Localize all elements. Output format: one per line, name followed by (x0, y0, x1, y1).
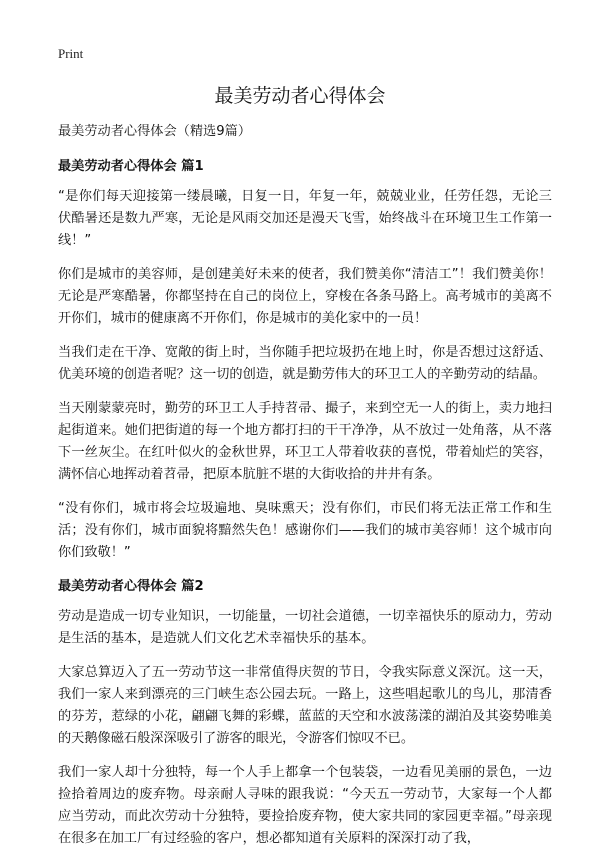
paragraph: 当我们走在干净、宽敞的街上时，当你随手把垃圾扔在地上时，你是否想过这舒适、优美环境的创造者呢？这一切的创造，就是勤劳伟大的环卫工人的辛勤劳动的结晶。 (58, 345, 552, 382)
paragraph: “没有你们，城市将会垃圾遍地、臭味熏天；没有你们，市民们将无法正常工作和生活；没有你们，城市面貌将黯然失色！感谢你们——我们的城市美容师！这个城市向你们致敬！” (58, 501, 552, 560)
print-link[interactable]: Print (58, 46, 84, 61)
section-2 (58, 576, 552, 850)
paragraph: “是你们每天迎接第一缕晨曦，日复一日，年复一年，兢兢业业，任劳任怨，无论三伏酷暑还是数九严寒，无论是风雨交加还是漫天飞雪，始终战斗在环境卫生工作第一线！” (58, 189, 552, 248)
paragraph: 当天刚蒙蒙亮时，勤劳的环卫工人手持苕帚、撮子，来到空无一人的街上，卖力地扫起街道来。她们把街道的每一个地方都打扫的干干净净，从不放过一处角落，从不落下一丝灰尘。在红叶似火的金秋世界，环卫工人带着收获的喜悦，带着灿烂的笑容，满怀信心地挥动着苕帚，把原本肮脏不堪的大街收拾的井井有条。 (58, 401, 552, 482)
paragraph: 大家总算迈入了五一劳动节这一非常值得庆贺的节日，令我实际意义深沉。这一天，我们一家人来到漂亮的三门峡生态公园去玩。一路上，这些唱起歌儿的鸟儿，那清香的芬芳，惹绿的小花，翩翩飞舞的彩蝶，蓝蓝的天空和水波荡漾的湖泊及其姿势唯美的天鹅像磁石般深深吸引了游客的眼光，令游客们惊叹不已。 (58, 665, 552, 746)
section-heading: 最美劳动者心得体会 篇1 (58, 159, 204, 174)
section-1 (58, 156, 552, 564)
document-subtitle: 最美劳动者心得体会（精选9篇） (58, 124, 252, 139)
paragraph: 你们是城市的美容师，是创建美好未来的使者，我们赞美你“清洁工”！我们赞美你！无论是严寒酷暑，你都坚持在自己的岗位上，穿梭在各条马路上。高考城市的美离不开你们，城市的健康离不开你们，你是城市的美化家中的一员！ (58, 267, 552, 326)
document-body (58, 121, 552, 862)
paragraph: 我们一家人却十分独特，每一个人手上都拿一个包装袋，一边看见美丽的景色，一边捡拾着周边的废弃物。母亲耐人寻味的跟我说：“今天五一劳动节，大家每一个人都应当劳动，而此次劳动十分独特，要捡拾废弃物，使大家共同的家园更幸福。”母亲现在很多在加工厂有过经验的客户，想必都知道有关原料的深深打动了我， (58, 765, 552, 846)
document-title: 最美劳动者心得体会 (214, 85, 386, 107)
section-heading: 最美劳动者心得体会 篇2 (58, 579, 204, 594)
paragraph: 劳动是造成一切专业知识，一切能量，一切社会道德，一切幸福快乐的原动力，劳动是生活的基本，是造就人们文化艺术幸福快乐的基本。 (58, 609, 552, 646)
